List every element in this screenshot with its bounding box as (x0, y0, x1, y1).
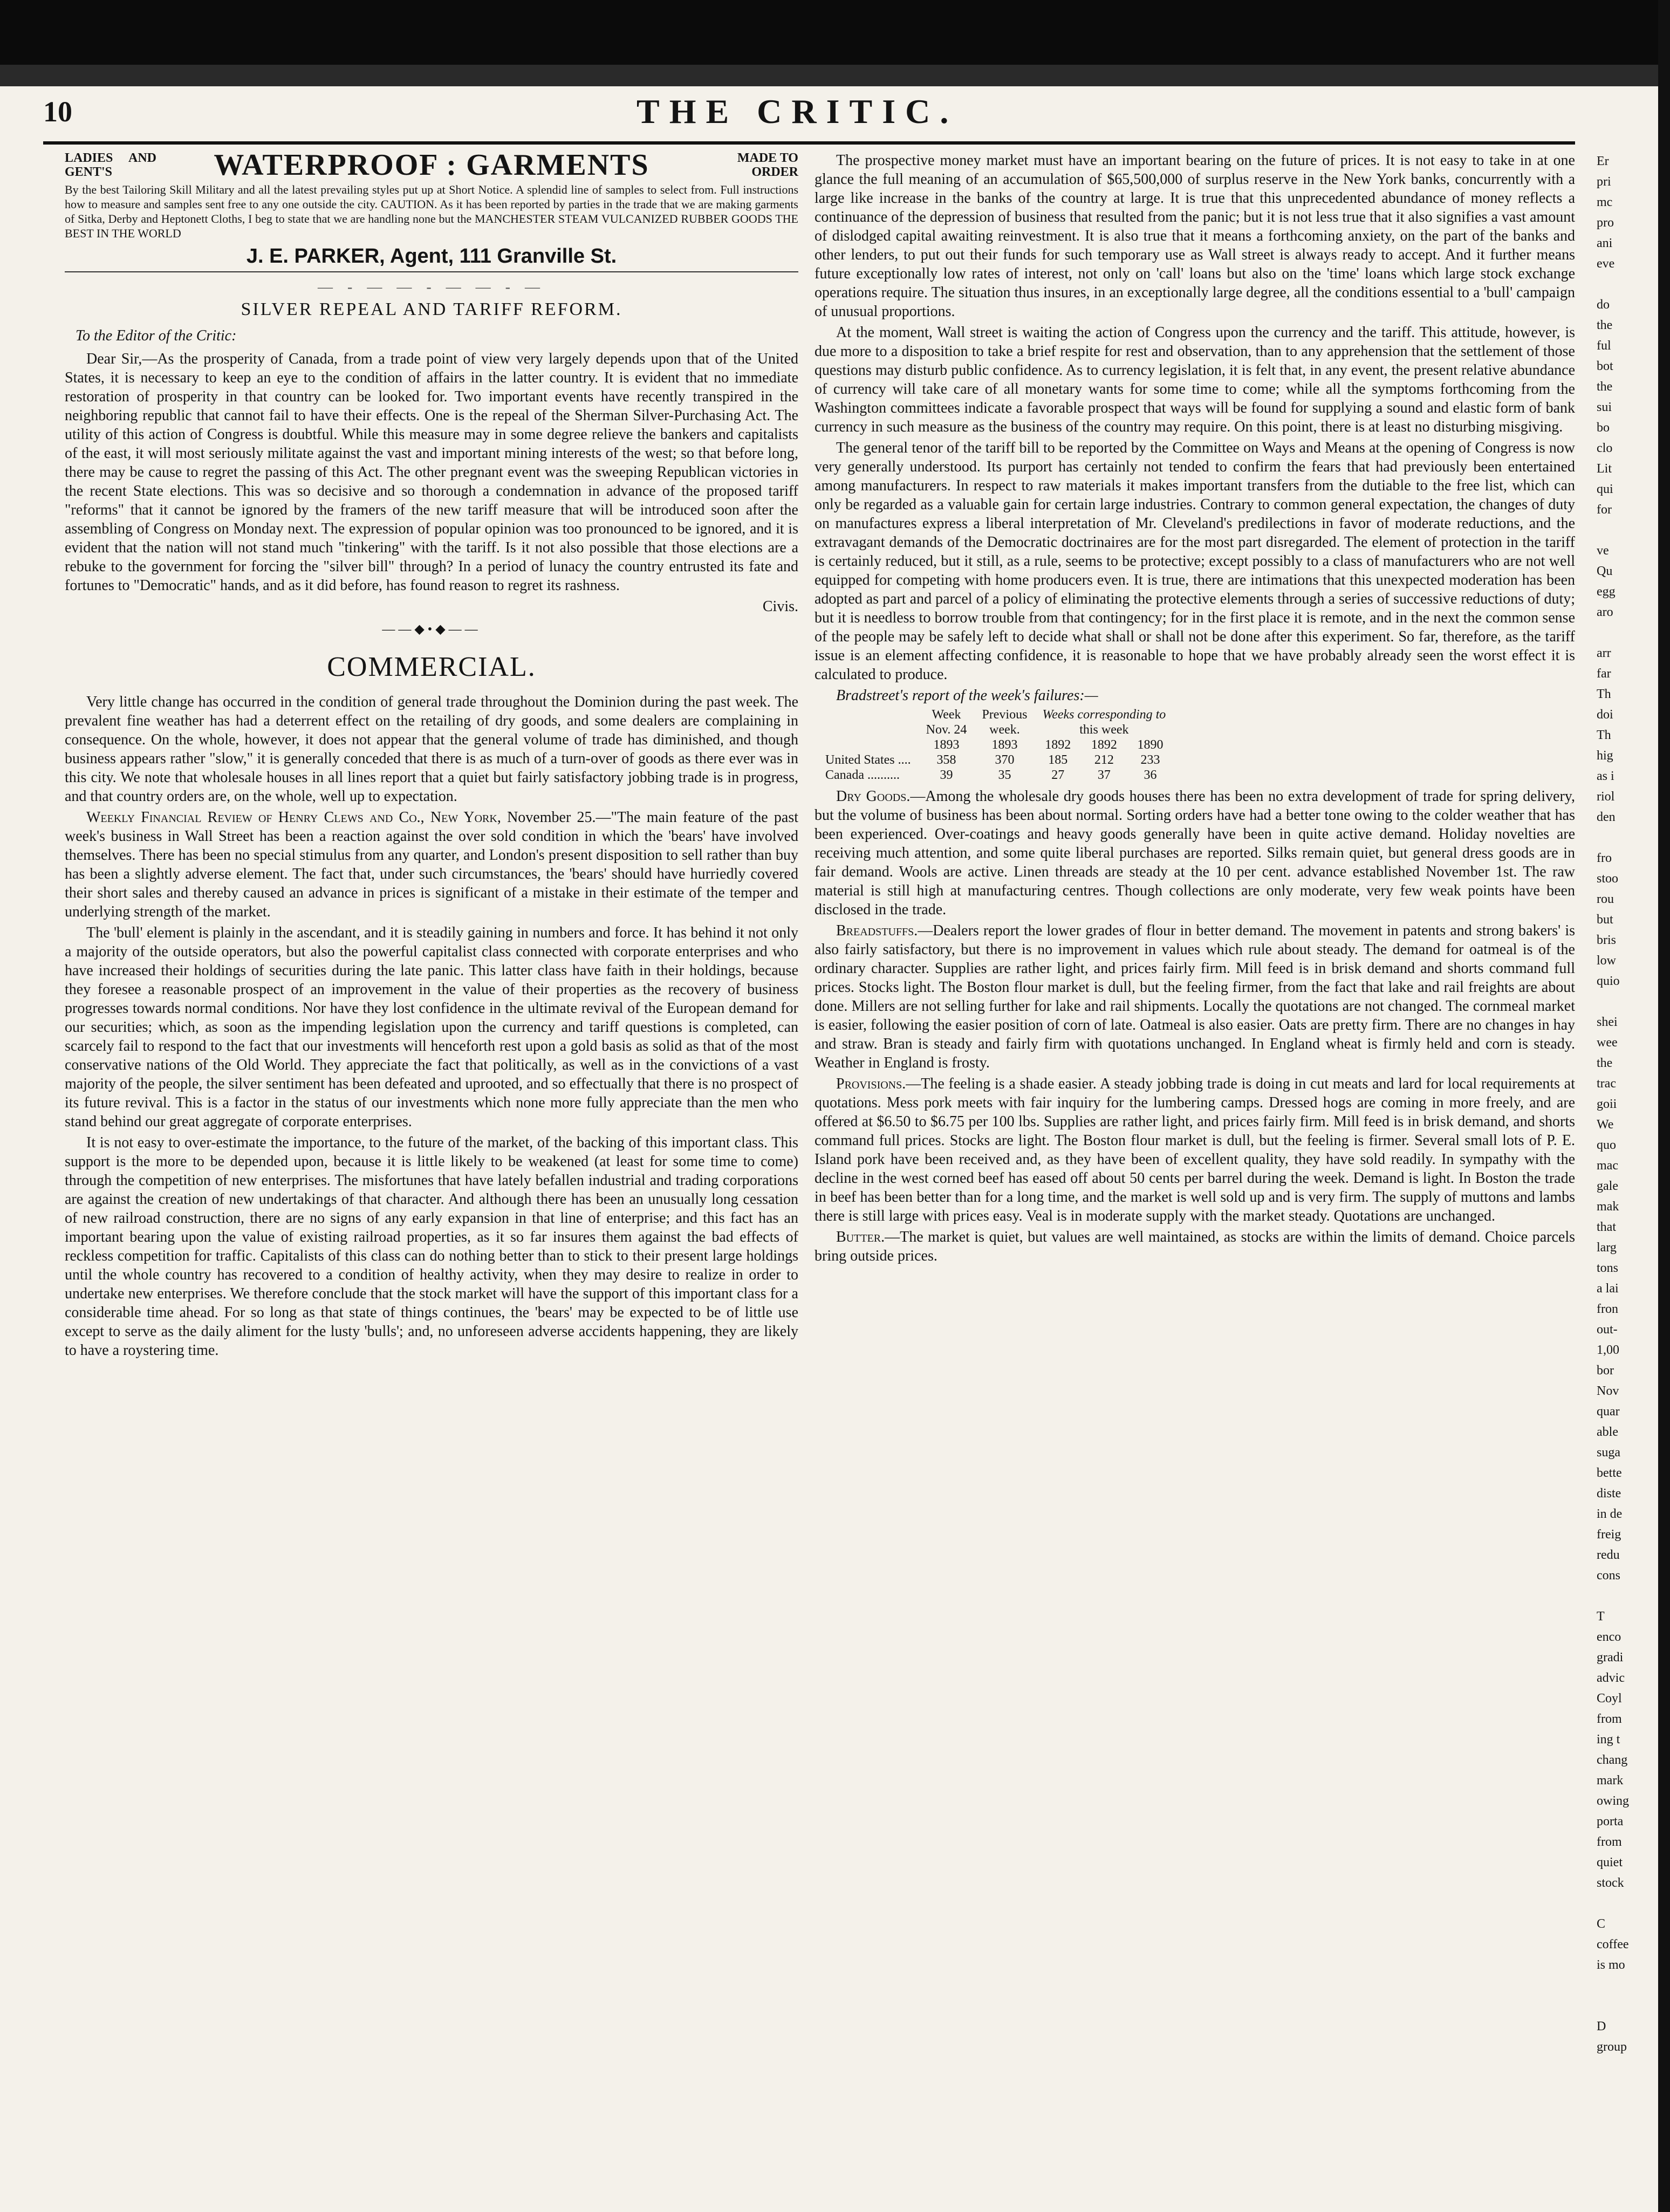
edge-fragment: Th (1597, 728, 1611, 742)
review-lead: Weekly Financial Review of Henry Clews and Co., New York, (86, 809, 501, 826)
edge-fragment: mc (1597, 195, 1613, 209)
edge-fragment: for (1597, 503, 1612, 517)
dry-goods-paragraph: Dry Goods.—Among the wholesale dry goods houses there has been no extra development of trade for spring delivery, but the volume of business has been about normal. Sorting orders have had a better tone owing to the colder weather that has been experienced. Over-coatings and heavy goods generally have been in quite active demand. Holiday novelties are receiving much attention, and some quite liberal purchases are reported. Silks remain quiet, but general dress goods are in fair demand. Wools are active. Linen threads are steady at the 10 per cent. advance established November 1st. The raw material is still high at manufacturing centres. Though collections are only moderate, very few weak points have been disclosed in the trade. (815, 788, 1575, 918)
edge-fragment: suga (1597, 1446, 1620, 1460)
edge-fragment: wee (1597, 1036, 1618, 1050)
page-header (43, 92, 1575, 140)
edge-fragment: tons (1597, 1261, 1619, 1275)
table-row (825, 737, 1173, 752)
edge-fragment: hig (1597, 749, 1613, 763)
table-cell: Canada .......... (825, 768, 900, 782)
edge-fragment: redu (1597, 1548, 1620, 1562)
letter-heading: SILVER REPEAL AND TARIFF REFORM. (241, 299, 622, 319)
edge-fragment: rou (1597, 892, 1614, 906)
edge-fragment: ful (1597, 339, 1611, 353)
table-cell: 233 (1140, 753, 1160, 767)
edge-fragment: fro (1597, 851, 1612, 865)
table-row (825, 707, 1173, 722)
separator-dashes: — - — — - — — - — (318, 279, 545, 296)
edge-fragment: in de (1597, 1507, 1623, 1521)
edge-fragment: diste (1597, 1487, 1621, 1501)
commercial-paragraph: Very little change has occurred in the condition of general trade throughout the Dominion during the past week. The prevalent fine weather has had a deterrent effect on the retailing of dry goods, and some dealers are complaining in consequence. On the whole, however, it does not appear that the general volume of trade has diminished, and though business appears rather "slow," it is generally conceded that there is as much of a turn-over of goods as there ever was in this city. We note that wholesale houses in all lines report that a quiet but fairly satisfactory jobbing trade is in progress, and that country orders are, on the whole, well up to expectation. (65, 694, 798, 805)
table-cell: Week (932, 708, 961, 722)
edge-fragment: pri (1597, 175, 1611, 189)
butter-paragraph: Butter.—The market is quiet, but values are well maintained, as stocks are within the limits of demand. Choice parcels bring outside prices. (815, 1229, 1575, 1264)
edge-fragment: is mo (1597, 1958, 1625, 1972)
header-rule (43, 141, 1575, 145)
table-row (825, 722, 1173, 737)
edge-fragment (1597, 1893, 1656, 1914)
edge-fragment: egg (1597, 585, 1616, 599)
table-cell: 36 (1144, 768, 1157, 782)
commercial-paragraph: It is not easy to over-estimate the importance, to the future of the market, of the backing of this important class. This support is the more to be depended upon, because it is little likely to be weakened (at least for some time to come) through the competition of new enterprises. The misfortunes that have lately befallen industrial and trading corporations are against the creation of new undertakings of that character. And although there has been an unusually long cessation of new railroad construction, there are no signs of any early expansion in that line of enterprise; and this fact has an important bearing upon the value of existing railroad properties, as it so far insures them against the bad effects of reckless competition for traffic. Capitalists of this class can do nothing better than to stick to their present large holdings until the whole country has recovered to a condition of healthy activity, when they may desire to realize in order to undertake new enterprises. We therefore conclude that the stock market will have the support of this important class for a considerable time ahead. For so long as that state of things continues, the 'bears' may be expected to be of little use except to serve as the daily aliment for the lusty 'bulls'; and, no unforeseen adverse accidents happening, they are likely to have a roystering time. (65, 1134, 798, 1359)
market-paragraph: At the moment, Wall street is waiting the action of Congress upon the currency and the tariff. This attitude, however, is due more to a disposition to take a brief respite for rest and observation, than to any apprehension that the settlement of those questions may disturb public confidence. As to currency legislation, it is felt that, in any event, the present relative abundance of currency will take care of all monetary wants for some time to come; while all the symptoms forthcoming from the Washington committees indicate a favorable prospect that ways will be found for supplying a sound and elastic form of bank currency in such measure as the business of the country may require. On this point, there is at least no disturbing misgiving. (815, 324, 1575, 435)
provisions-paragraph: Provisions.—The feeling is a shade easier. A steady jobbing trade is doing in cut meats and lard for local requirements at quotations. Mess pork meets with fair inquiry for the lumbering camps. Dressed hogs are coming in more freely, and are offered at $6.50 to $6.75 per 100 lbs. Supplies are rather light, and prices fairly firm. Mill feed is in brisk demand, and shorts command full prices. Stocks are light. The Boston flour market is dull, but the feeling is firmer. Several small lots of P. E. Island pork have been received and, as they have been of excellent quality, they have sold readily. In sympathy with the decline in the west corned beef has eased off about 50 cents per barrel during the week. Demand is light. In Boston the trade in beef has been better than for a long time, and the market is well sold up and is very firm. The supply of muttons and lambs there is still large with prices easy. Veal is in moderate supply with the market steady. Quotations are unchanged. (815, 1076, 1575, 1224)
breadstuffs-paragraph: Breadstuffs.—Dealers report the lower grades of flour in better demand. The movement in patents and strong bakers' is also fairly satisfactory, but there is no improvement in values which rule about steady. The demand for oatmeal is of the ordinary character. Supplies are rather light, and prices fairly firm. Mill feed is in brisk demand and shorts command full prices. Stocks light. The Boston flour market is dull, but the feeling firmer, from the fact that lake and rail freights are about done. Millers are not selling further for lake and rail shipments. Locally the quotations are not changed. The cornmeal market is easier, following the easier position of corn of late. Oatmeal is also easier. Oats are pretty firm. There are no changes in hay and straw. Bran is steady and fairly firm with quotations unchanged. In England wheat is firmly held and corn is steady. Weather in England is frosty. (815, 922, 1575, 1071)
edge-fragment (1597, 274, 1656, 295)
edge-fragment: sui (1597, 400, 1612, 414)
table-cell: 185 (1048, 753, 1068, 767)
scan-top-band (0, 0, 1670, 65)
edge-fragment: larg (1597, 1241, 1617, 1255)
edge-fragment: the (1597, 1056, 1613, 1070)
ornament-divider: ——◆•◆—— (382, 622, 481, 636)
edge-fragment: pro (1597, 216, 1614, 230)
edge-fragment: D (1597, 2019, 1606, 2033)
edge-fragment (1597, 520, 1656, 540)
ad-title-row (65, 148, 798, 182)
table-cell: 37 (1097, 768, 1111, 782)
edge-fragment: quo (1597, 1138, 1616, 1152)
commercial-heading: COMMERCIAL. (327, 652, 536, 682)
table-cell: this week (1079, 723, 1129, 737)
edge-fragment: 1,00 (1597, 1343, 1619, 1357)
masthead-title: THE CRITIC. (636, 92, 959, 131)
ad-body: By the best Tailoring Skill Military and all the latest prevailing styles put up at Short Notice. A splendid line of samples to select from. Full instructions how to measure and samples sent free to any one outside the city. CAUTION. As it has been reported by parties in the trade that we are making garments of Sitka, Derby and Heptonett Cloths, I beg to state that we are handling none but the MANCHESTER STEAM VULCANIZED RUBBER GOODS THE BEST IN THE WORLD (65, 183, 798, 240)
column-left (65, 148, 798, 1362)
edge-fragment: gradi (1597, 1651, 1624, 1665)
page-number: 10 (43, 95, 72, 128)
edge-fragment: coffee (1597, 1937, 1629, 1951)
advertisement (65, 148, 798, 272)
edge-fragment: Th (1597, 687, 1611, 701)
edge-fragment: riol (1597, 790, 1615, 804)
table-cell: 39 (940, 768, 953, 782)
table-cell: 1890 (1137, 738, 1163, 752)
commercial-paragraph: The 'bull' element is plainly in the ascendant, and it is steadily gaining in numbers and force. It has behind it not only a majority of the outside operators, but also the powerful capitalist class connected with corporate enterprises and who have increased their holdings of securities during the late panic. This latter class have faith in their holdings, because they foresee a reasonable prospect of an improvement in the value of their properties as the recovery of business progresses towards normal conditions. Nor have they lost confidence in the ultimate revival of the European demand for our securities; which, as soon as the impending legislation upon the currency and tariff questions is completed, can scarcely fail to respond to the fact that our investments will henceforth rest upon a gold basis as solid as that of the most conservative nations of the Old World. They appreciate the fact that politically, as well as in the convictions of a vast majority of the people, the silver sentiment has been defeated and uprooted, and so effectually that there is no prospect of its future revival. This is a factor in the status of our investments which none more fully appreciate than the men who stand behind our great aggregate of corporate enterprises. (65, 924, 798, 1130)
table-cell: Previous (982, 708, 1028, 722)
edge-fragment: mark (1597, 1773, 1624, 1788)
edge-fragment: clo (1597, 441, 1613, 455)
edge-fragment: far (1597, 667, 1611, 681)
scan-top-shadow (0, 65, 1670, 86)
letter-signature: Civis. (762, 598, 798, 615)
table-cell (825, 737, 919, 752)
ad-title: WATERPROOF : GARMENTS (214, 148, 649, 182)
edge-fragment: Er (1597, 154, 1609, 168)
edge-fragment: stock (1597, 1876, 1624, 1890)
edge-fragment: the (1597, 380, 1613, 394)
edge-fragment (1597, 622, 1656, 643)
edge-fragment: quiet (1597, 1855, 1623, 1869)
edge-fragment: We (1597, 1118, 1614, 1132)
review-text: November 25.—"The main feature of the past week's business in Wall Street has been a reaction against the over sold condition in which the 'bears' have involved themselves. There has been no special stimulus from any quarter, and London's present disposition to sell rather than buy has been a slightly adverse element. The fact that, under such circumstances, the 'bears' should have hurriedly covered their short sales and thereby caused an advance in prices is significant of a mistake in their estimate of the temper and underlying strength of the market. (65, 809, 798, 920)
table-row (825, 768, 1173, 783)
scan-right-edge (1658, 0, 1670, 2212)
table-row (825, 752, 1173, 768)
table-cell: United States .... (825, 753, 911, 767)
edge-fragment: a lai (1597, 1282, 1619, 1296)
table-cell: 370 (995, 753, 1015, 767)
edge-fragment: mac (1597, 1159, 1618, 1173)
letter-salutation: To the Editor of the Critic: (76, 327, 237, 344)
edge-fragment: eve (1597, 257, 1615, 271)
edge-fragment: able (1597, 1425, 1618, 1439)
edge-fragment: bot (1597, 359, 1613, 373)
letter-body: Dear Sir,—As the prosperity of Canada, from a trade point of view very largely depends upon that of the United States, it is necessary to keep an eye to the condition of affairs in the latter country. It is evident that no immediate restoration of prosperity in that country can be looked for. Two important events have recently transpired in the neighboring republic that cannot fail to have their effects. One is the repeal of the Sherman Silver-Purchasing Act. The utility of this action of Congress is doubtful. While this measure may in some degree relieve the bankers and capitalists of the east, it will most seriously militate against the vast and important mining interests of the west; so that before long, there may be cause to regret the passing of this Act. The other pregnant event was the sweeping Republican victories in the recent State elections. This was so decisive and so thorough a condemnation in advance of the proposed tariff "reforms" that it cannot be ignored by the framers of the new tariff measure that will be introduced soon after the assembling of Congress on Monday next. The expression of popular opinion was too pronounced to be ignored, and it is evident that the nation will not stand much "tinkering" with the tariff. Is it not also possible that those elections are a rebuke to the government for forcing the "silver bill" through? In a period of lunacy the country entrusted its fate and fortunes to "Democratic" hands, and as it did before, has found reason to regret its rashness. (65, 351, 798, 594)
edge-fragment: bor (1597, 1364, 1614, 1378)
edge-fragment: bris (1597, 933, 1616, 947)
edge-fragment: ani (1597, 236, 1613, 250)
edge-fragment: quio (1597, 974, 1620, 988)
market-paragraph: The prospective money market must have an important bearing on the future of prices. It is not easy to take in at one glance the full meaning of an accumulation of $65,500,000 of surplus reserve in the New York banks, concurrently with a large like increase in the banks of the country at large. It is true that this unprecedented abundance of money reflects a continuance of the depression of business that resulted from the panic; but it is not less true that it also signifies a vast amount of dislodged capital awaiting reinvestment. It is also true that it means a forthcoming anxiety, on the part of the banks and other lenders, to put out their funds for such temporary use as Wall street is always ready to accept. And it further means future exceptionally low rates of interest, not only on 'call' loans but also on the 'time' loans which large stock exchange operations require. The situation thus insures, in an exceptionally large degree, all the conditions essential to a 'bull' campaign of unusual proportions. (815, 152, 1575, 320)
edge-fragment: ing t (1597, 1732, 1620, 1747)
edge-fragment: from (1597, 1835, 1622, 1849)
edge-fragment: Lit (1597, 462, 1612, 476)
edge-fragment: gale (1597, 1179, 1618, 1193)
edge-fragment: porta (1597, 1814, 1624, 1829)
edge-fragment: arr (1597, 646, 1611, 660)
edge-fragment: Coyl (1597, 1691, 1622, 1706)
edge-fragment: stoo (1597, 872, 1619, 886)
edge-fragment: quar (1597, 1405, 1620, 1419)
edge-fragment: enco (1597, 1630, 1621, 1644)
edge-fragment: T (1597, 1610, 1605, 1624)
ad-side-right: MADE TO ORDER (737, 151, 798, 179)
edge-fragment: shei (1597, 1015, 1618, 1029)
table-cell: 27 (1051, 768, 1065, 782)
edge-fragment: do (1597, 298, 1610, 312)
column-cropped-edge (1597, 151, 1656, 2057)
edge-fragment (1597, 1586, 1656, 1606)
table-cell: 358 (936, 753, 956, 767)
failures-table (825, 707, 1173, 783)
edge-fragment: bette (1597, 1466, 1622, 1480)
table-cell: 1893 (933, 738, 960, 752)
edge-fragment: bo (1597, 421, 1610, 435)
edge-fragment: chang (1597, 1753, 1628, 1767)
table-cell: 212 (1094, 753, 1114, 767)
edge-fragment: mak (1597, 1200, 1619, 1214)
edge-fragment: ve (1597, 544, 1609, 558)
table-cell: week. (989, 723, 1020, 737)
edge-fragment: freig (1597, 1528, 1621, 1542)
edge-fragment: owing (1597, 1794, 1629, 1808)
table-cell: Nov. 24 (926, 723, 967, 737)
edge-fragment: goii (1597, 1097, 1617, 1111)
ad-agent: J. E. PARKER, Agent, 111 Granville St. (246, 245, 617, 268)
table-cell: 35 (998, 768, 1011, 782)
table-cell: 1892 (1045, 738, 1071, 752)
edge-fragment: Qu (1597, 564, 1613, 578)
edge-fragment: aro (1597, 605, 1613, 619)
ad-side-left: LADIES AND GENT'S (65, 151, 156, 179)
edge-fragment: advic (1597, 1671, 1625, 1685)
edge-fragment: but (1597, 913, 1613, 927)
commercial-paragraph (65, 808, 798, 921)
edge-fragment (1597, 1996, 1656, 2016)
edge-fragment: that (1597, 1220, 1616, 1234)
column-right (815, 151, 1575, 1268)
edge-fragment: cons (1597, 1569, 1620, 1583)
edge-fragment: low (1597, 954, 1616, 968)
edge-fragment: group (1597, 2040, 1627, 2054)
edge-fragment: the (1597, 318, 1613, 332)
edge-fragment: qui (1597, 482, 1613, 496)
edge-fragment: from (1597, 1712, 1622, 1726)
edge-fragment: out- (1597, 1323, 1618, 1337)
edge-fragment (1597, 827, 1656, 848)
edge-fragment: doi (1597, 708, 1613, 722)
edge-fragment: den (1597, 810, 1616, 824)
edge-fragment: trac (1597, 1077, 1616, 1091)
edge-fragment: as i (1597, 769, 1614, 783)
market-paragraph: The general tenor of the tariff bill to be reported by the Committee on Ways and Means at the opening of Congress is now very generally understood. Its purport has certainly not tended to confirm the fears that had previously been entertained among manufacturers. In respect to raw materials it makes important transfers from the dutiable to the free list, which can only be regarded as a valuable gain for certain large industries. Contrary to common general expectation, the changes of duty on manufactures express a liberal interpretation of Mr. Cleveland's predilections in favor of moderate reductions, and the extravagant demands of the Democratic doctrinaires are for the most part disregarded. The element of protection in the tariff is certainly reduced, but it still, as a rule, seems to be protective; except possibly to a class of manufacturers who are not well equipped for competing with home producers even. It is true, there are intimations that this unexpected moderation has been adopted as part and parcel of a policy of eliminating the protective elements through a series of successive reductions of duty; but it is needless to borrow trouble from that contingency; for in the first place it is remote, and in the next the common sense of the people may be safely left to decide what shall or shall not be done after this experiment. So far, therefore, as the tariff issue is an element affecting confidence, it is reasonable to hope that we have probably already seen the worst effect it is calculated to produce. (815, 440, 1575, 683)
table-cell: 1893 (991, 738, 1018, 752)
edge-fragment (1597, 1975, 1656, 1996)
edge-fragment: fron (1597, 1302, 1618, 1316)
table-cell: Weeks corresponding to (1042, 708, 1166, 722)
table-cell: 1892 (1091, 738, 1117, 752)
bradstreet-intro: Bradstreet's report of the week's failures:— (836, 687, 1098, 704)
edge-fragment: Nov (1597, 1384, 1619, 1398)
edge-fragment (1597, 991, 1656, 1012)
table-cell (825, 722, 919, 737)
edge-fragment: C (1597, 1917, 1606, 1931)
table-cell (825, 707, 919, 722)
